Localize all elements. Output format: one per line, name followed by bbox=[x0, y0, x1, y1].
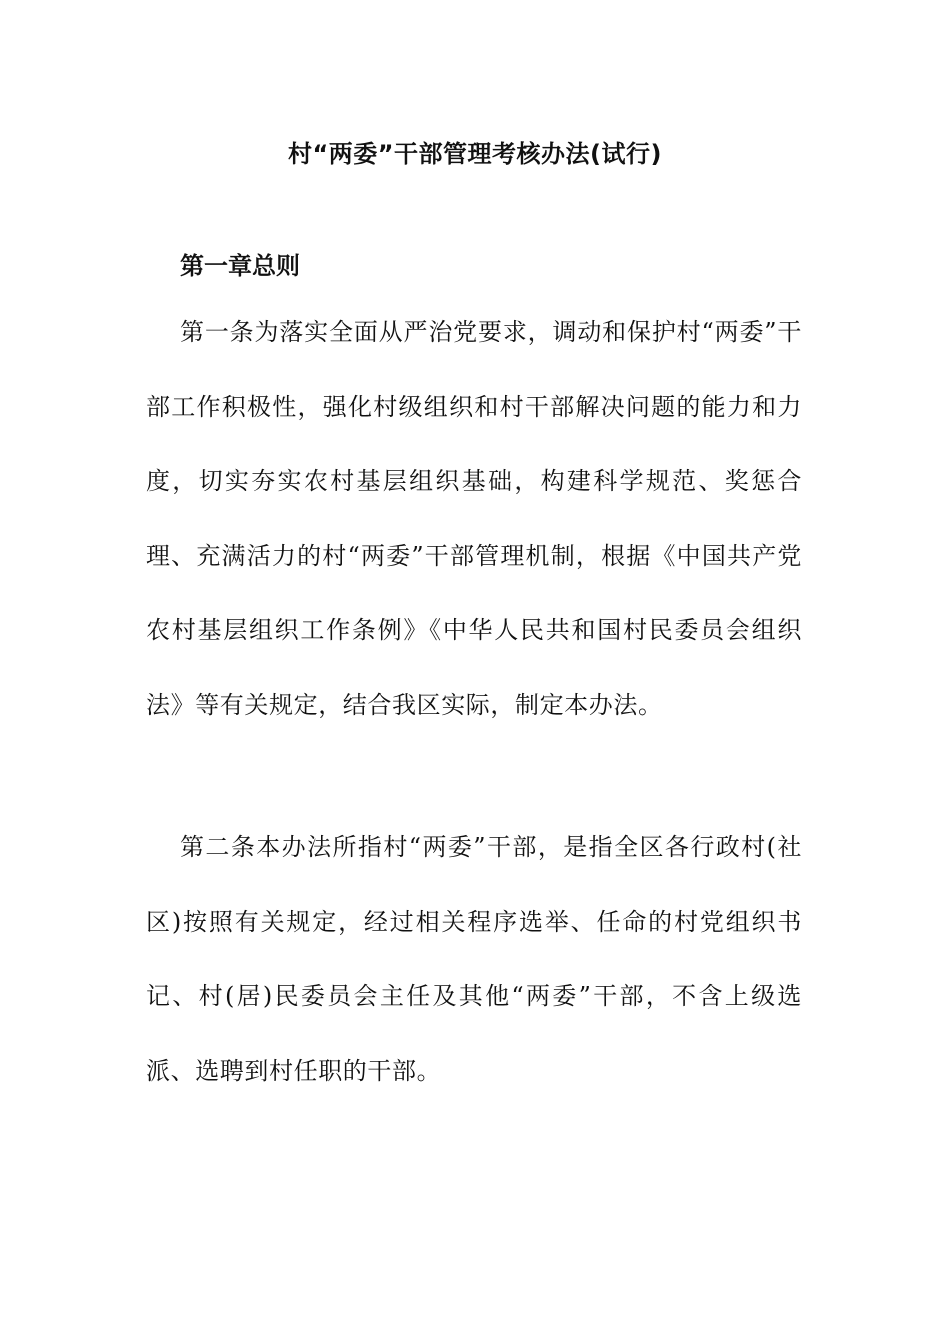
document-title: 村“两委”干部管理考核办法(试行) bbox=[288, 140, 662, 168]
article-paragraph-1: 第一条为落实全面从严治党要求，调动和保护村“两委”干部工作积极性，强化村级组织和村干部解决问题的能力和力度，切实夯实农村基层组织基础，构建科学规范、奖惩合理、充满活力的村“两委”干部管理机制，根据《中国共产党农村基层组织工作条例》《中华人民共和国村民委员会组织法》等有关规定，结合我区实际，制定本办法。 bbox=[146, 318, 802, 719]
article-paragraph-2: 第二条本办法所指村“两委”干部，是指全区各行政村(社区)按照有关规定，经过相关程序选举、任命的村党组织书记、村(居)民委员会主任及其他“两委”干部，不含上级选派、选聘到村任职的干部。 bbox=[146, 833, 802, 1085]
chapter-heading: 第一章总则 bbox=[180, 252, 300, 280]
